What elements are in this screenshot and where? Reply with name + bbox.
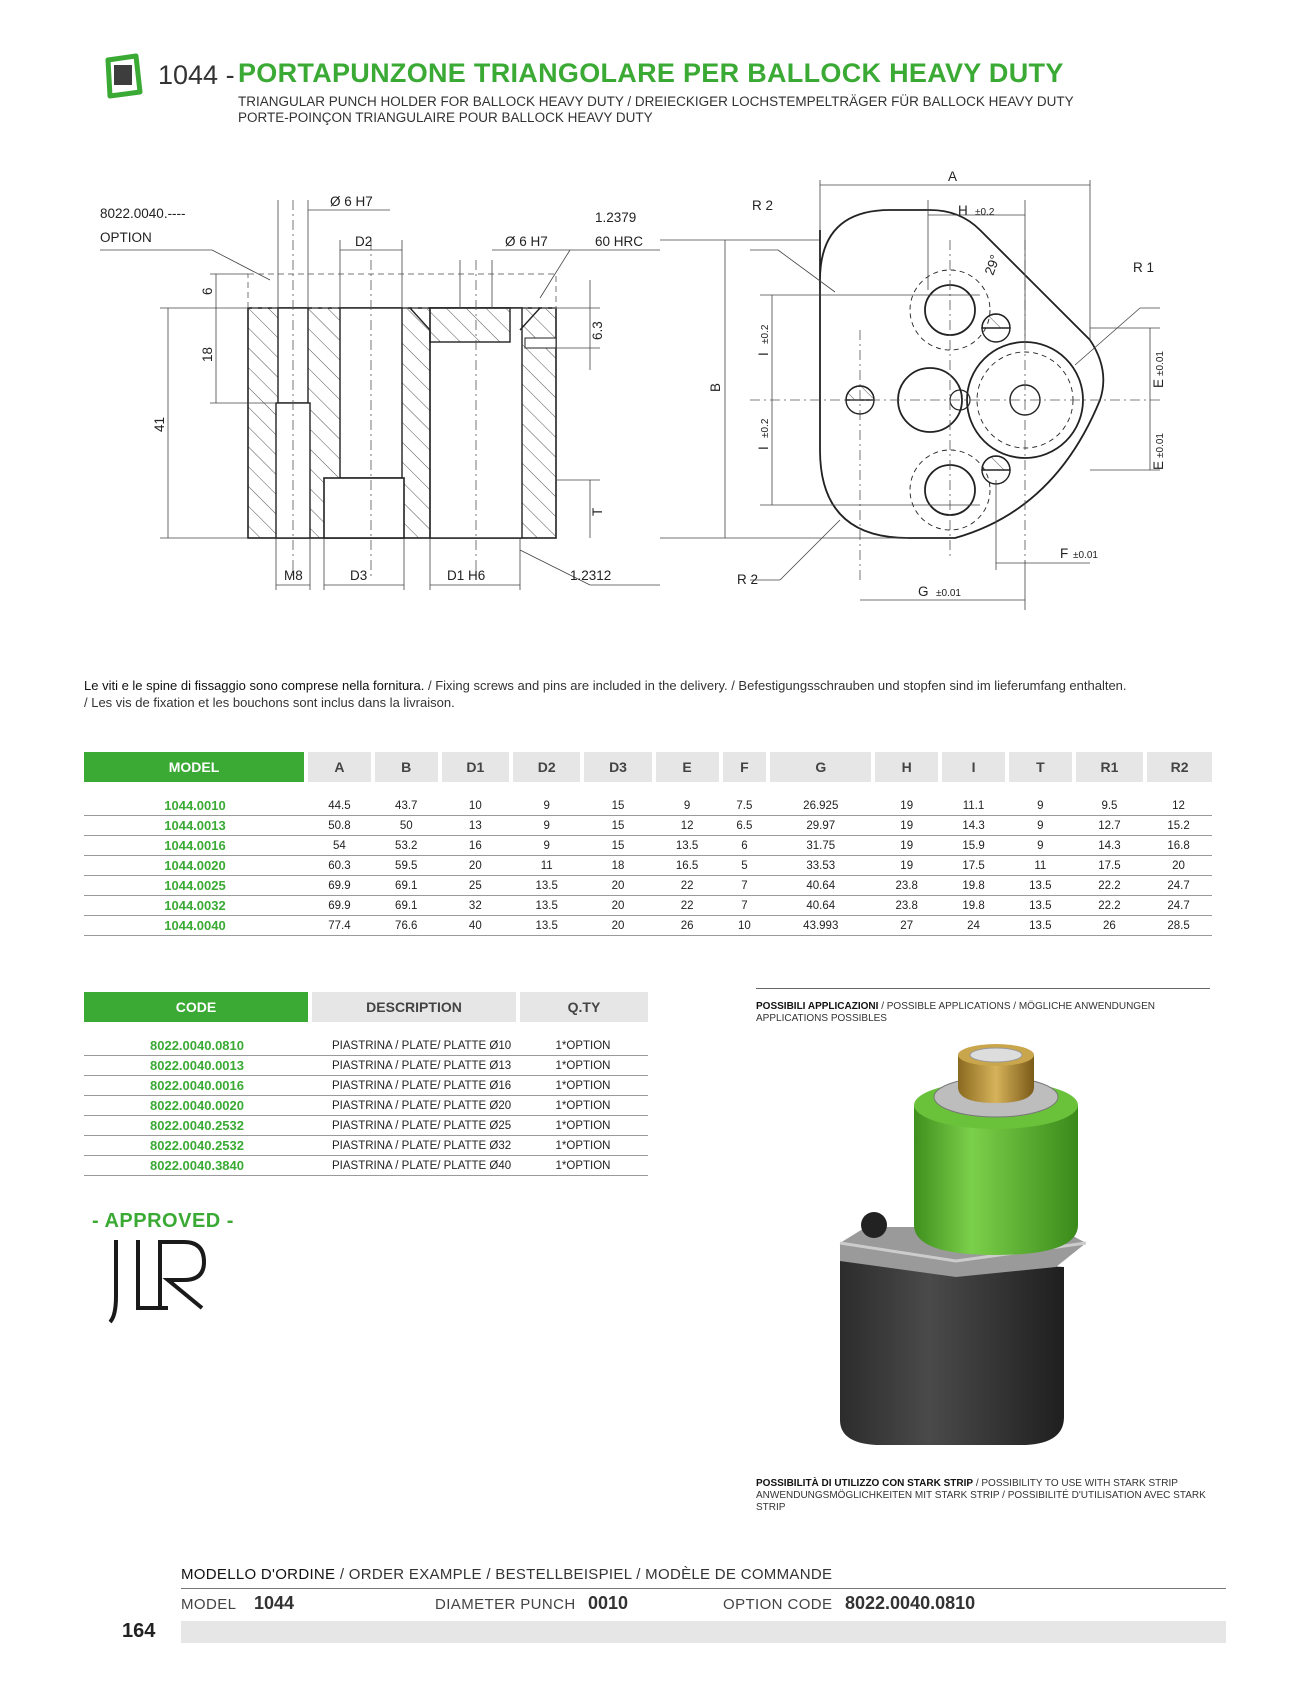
option-code-cell: 8022.0040.2532 bbox=[84, 1116, 310, 1136]
d3-label: D3 bbox=[350, 568, 368, 583]
dim-6-label: 6 bbox=[200, 287, 215, 295]
dim-63-label: 6.3 bbox=[590, 321, 605, 340]
dim-e-top-tol: ±0.01 bbox=[1155, 351, 1166, 376]
header-r2: R2 bbox=[1145, 752, 1212, 782]
hardness-label: 60 HRC bbox=[595, 234, 644, 249]
model-table-header bbox=[84, 752, 1212, 782]
order-divider bbox=[181, 1588, 1226, 1589]
dimension-cell: 15 bbox=[582, 816, 653, 836]
dimension-cell: 54 bbox=[306, 836, 373, 856]
dim-e-bottom-tol: ±0.01 bbox=[1155, 433, 1166, 458]
dimension-cell: 16 bbox=[440, 836, 511, 856]
r2-top-label: R 2 bbox=[752, 198, 774, 213]
dimension-cell: 23.8 bbox=[873, 876, 940, 896]
description-cell: PIASTRINA / PLATE/ PLATTE Ø10 bbox=[310, 1022, 518, 1056]
approved-label: - APPROVED - bbox=[92, 1210, 234, 1232]
material-top-label: 1.2379 bbox=[595, 210, 637, 225]
quantity-cell: 1*OPTION bbox=[518, 1056, 648, 1076]
table-row bbox=[84, 876, 1212, 896]
dimension-cell: 6.5 bbox=[721, 816, 769, 836]
dimension-cell: 40.64 bbox=[768, 896, 873, 916]
dimension-cell: 24 bbox=[940, 916, 1007, 936]
dimension-cell: 22 bbox=[654, 876, 721, 896]
dimension-cell: 26 bbox=[1074, 916, 1145, 936]
applications-heading bbox=[756, 1001, 1206, 1025]
section-view bbox=[100, 200, 660, 590]
header-qty: Q.TY bbox=[518, 992, 648, 1022]
dimension-cell: 50.8 bbox=[306, 816, 373, 836]
dimension-cell: 9 bbox=[1007, 816, 1074, 836]
dimension-cell: 13.5 bbox=[1007, 876, 1074, 896]
table-row bbox=[84, 816, 1212, 836]
header-d3: D3 bbox=[582, 752, 653, 782]
dimension-cell: 69.1 bbox=[373, 876, 440, 896]
model-code-cell: 1044.0013 bbox=[84, 816, 306, 836]
dim-e-bottom-label: E bbox=[1151, 460, 1166, 470]
option-code-cell: 8022.0040.3840 bbox=[84, 1156, 310, 1176]
table-row bbox=[84, 856, 1212, 876]
header-code: CODE bbox=[84, 992, 310, 1022]
dimension-cell: 9 bbox=[511, 816, 582, 836]
dimension-cell: 32 bbox=[440, 896, 511, 916]
dim-g-label: G bbox=[918, 584, 929, 599]
plan-view bbox=[660, 180, 1160, 610]
order-title-translations: / ORDER EXAMPLE / BESTELLBEISPIEL / MODÈLE DE COMMANDE bbox=[335, 1566, 833, 1583]
dimension-cell: 18 bbox=[582, 856, 653, 876]
dimension-cell: 7 bbox=[721, 896, 769, 916]
dimension-cell: 13.5 bbox=[1007, 916, 1074, 936]
description-cell: PIASTRINA / PLATE/ PLATTE Ø20 bbox=[310, 1096, 518, 1116]
applications-divider bbox=[756, 988, 1210, 989]
order-example-title bbox=[181, 1566, 832, 1583]
dimension-cell: 44.5 bbox=[306, 782, 373, 816]
dimension-cell: 12 bbox=[1145, 782, 1212, 816]
dim-a-label: A bbox=[948, 169, 958, 184]
dimension-cell: 25 bbox=[440, 876, 511, 896]
order-punch-value: 0010 bbox=[588, 1593, 629, 1613]
dim-b-label: B bbox=[708, 382, 723, 392]
dimension-cell: 5 bbox=[721, 856, 769, 876]
r1-label: R 1 bbox=[1133, 260, 1155, 275]
dimension-cell: 20 bbox=[582, 876, 653, 896]
header-a: A bbox=[306, 752, 373, 782]
order-punch-label: DIAMETER PUNCH bbox=[435, 1596, 576, 1613]
dimension-cell: 43.993 bbox=[768, 916, 873, 936]
dimension-cell: 76.6 bbox=[373, 916, 440, 936]
dimension-cell: 9 bbox=[511, 782, 582, 816]
dim-i-bottom-tol: ±0.2 bbox=[760, 418, 771, 438]
dimension-cell: 17.5 bbox=[1074, 856, 1145, 876]
d6h7-top-label: Ø 6 H7 bbox=[330, 194, 373, 209]
table-row bbox=[84, 1116, 648, 1136]
dim-i-top-tol: ±0.2 bbox=[760, 324, 771, 344]
model-table bbox=[84, 752, 1212, 936]
header-g: G bbox=[768, 752, 873, 782]
stark-strip-italian: POSSIBILITÀ DI UTILIZZO CON STARK STRIP bbox=[756, 1478, 974, 1489]
option-code-cell: 8022.0040.0016 bbox=[84, 1076, 310, 1096]
dimension-cell: 6 bbox=[721, 836, 769, 856]
option-label: OPTION bbox=[100, 230, 152, 245]
dimension-cell: 15 bbox=[582, 782, 653, 816]
d1h6-label: D1 H6 bbox=[447, 568, 486, 583]
dimension-cell: 9 bbox=[511, 836, 582, 856]
dimension-cell: 15.2 bbox=[1145, 816, 1212, 836]
dimension-cell: 9 bbox=[1007, 836, 1074, 856]
dim-f-label: F bbox=[1060, 546, 1069, 561]
dimension-cell: 20 bbox=[582, 916, 653, 936]
dimension-cell: 13.5 bbox=[511, 876, 582, 896]
dimension-cell: 10 bbox=[440, 782, 511, 816]
dimension-cell: 13.5 bbox=[511, 916, 582, 936]
model-code-cell: 1044.0016 bbox=[84, 836, 306, 856]
dimension-cell: 7.5 bbox=[721, 782, 769, 816]
dimension-cell: 22 bbox=[654, 896, 721, 916]
model-code-cell: 1044.0020 bbox=[84, 856, 306, 876]
option-code-cell: 8022.0040.0013 bbox=[84, 1056, 310, 1076]
dimension-cell: 24.7 bbox=[1145, 896, 1212, 916]
delivery-note bbox=[84, 677, 1214, 711]
product-number: 1044 - bbox=[158, 60, 235, 90]
dim-18-label: 18 bbox=[200, 346, 215, 362]
header-e: E bbox=[654, 752, 721, 782]
option-code-label: 8022.0040.---- bbox=[100, 206, 186, 221]
dimension-cell: 77.4 bbox=[306, 916, 373, 936]
dim-h-label: H bbox=[958, 203, 968, 218]
dimension-cell: 19 bbox=[873, 836, 940, 856]
dimension-cell: 13.5 bbox=[654, 836, 721, 856]
description-cell: PIASTRINA / PLATE/ PLATTE Ø40 bbox=[310, 1156, 518, 1176]
m8-label: M8 bbox=[284, 568, 303, 583]
applications-heading-italian: POSSIBILI APPLICAZIONI bbox=[756, 1001, 879, 1012]
quantity-cell: 1*OPTION bbox=[518, 1096, 648, 1116]
dimension-cell: 13.5 bbox=[1007, 896, 1074, 916]
stark-strip-caption bbox=[756, 1478, 1206, 1514]
dimension-cell: 11 bbox=[511, 856, 582, 876]
dimension-cell: 22.2 bbox=[1074, 876, 1145, 896]
header-d2: D2 bbox=[511, 752, 582, 782]
dimension-cell: 53.2 bbox=[373, 836, 440, 856]
table-row bbox=[84, 1022, 648, 1056]
dimension-cell: 19.8 bbox=[940, 896, 1007, 916]
order-option-value: 8022.0040.0810 bbox=[845, 1593, 976, 1613]
dim-41-label: 41 bbox=[152, 416, 167, 432]
model-code-cell: 1044.0010 bbox=[84, 782, 306, 816]
applications-heading-translations: / POSSIBLE APPLICATIONS / MÖGLICHE ANWENDUNGEN bbox=[878, 1001, 1155, 1012]
quantity-cell: 1*OPTION bbox=[518, 1156, 648, 1176]
dimension-cell: 26.925 bbox=[768, 782, 873, 816]
dimension-cell: 50 bbox=[373, 816, 440, 836]
table-row bbox=[84, 1096, 648, 1116]
dimension-cell: 15 bbox=[582, 836, 653, 856]
dimension-cell: 12.7 bbox=[1074, 816, 1145, 836]
dimension-cell: 69.9 bbox=[306, 876, 373, 896]
dimension-cell: 20 bbox=[440, 856, 511, 876]
dimension-cell: 60.3 bbox=[306, 856, 373, 876]
header-t: T bbox=[1007, 752, 1074, 782]
dimension-cell: 19 bbox=[873, 816, 940, 836]
d2-label: D2 bbox=[355, 234, 373, 249]
angle-label: 29° bbox=[981, 252, 1003, 278]
dimension-cell: 16.8 bbox=[1145, 836, 1212, 856]
dim-e-top-label: E bbox=[1151, 378, 1166, 388]
dimension-cell: 9 bbox=[1007, 782, 1074, 816]
dimension-cell: 19 bbox=[873, 856, 940, 876]
dim-i-top-label: I bbox=[756, 352, 771, 356]
dimension-cell: 7 bbox=[721, 876, 769, 896]
table-row bbox=[84, 896, 1212, 916]
option-code-table bbox=[84, 992, 648, 1176]
subtitle-line-1: TRIANGULAR PUNCH HOLDER FOR BALLOCK HEAVY DUTY / DREIECKIGER LOCHSTEMPELTRÄGER FÜR BALLOCK HEAVY DUTY bbox=[238, 94, 1074, 109]
stark-strip-translations: ANWENDUNGSMÖGLICHKEITEN MIT STARK STRIP / POSSIBILITÉ D'UTILISATION AVEC STARK STRIP bbox=[756, 1490, 1206, 1513]
page-subtitle bbox=[238, 94, 1074, 126]
option-code-cell: 8022.0040.0020 bbox=[84, 1096, 310, 1116]
r2-bottom-label: R 2 bbox=[737, 572, 759, 587]
header-model: MODEL bbox=[84, 752, 306, 782]
table-row bbox=[84, 782, 1212, 816]
footer-bar bbox=[181, 1621, 1226, 1643]
dimension-cell: 13 bbox=[440, 816, 511, 836]
table-row bbox=[84, 1156, 648, 1176]
material-bottom-label: 1.2312 bbox=[570, 568, 612, 583]
applications-heading-french: APPLICATIONS POSSIBLES bbox=[756, 1013, 887, 1024]
product-photo bbox=[756, 1045, 1096, 1470]
d6h7-right-label: Ø 6 H7 bbox=[505, 234, 548, 249]
dimension-cell: 9 bbox=[654, 782, 721, 816]
dimension-cell: 33.53 bbox=[768, 856, 873, 876]
model-code-cell: 1044.0032 bbox=[84, 896, 306, 916]
dimension-cell: 23.8 bbox=[873, 896, 940, 916]
dimension-cell: 20 bbox=[582, 896, 653, 916]
dimension-cell: 40 bbox=[440, 916, 511, 936]
dimension-cell: 31.75 bbox=[768, 836, 873, 856]
table-row bbox=[84, 836, 1212, 856]
table-row bbox=[84, 1076, 648, 1096]
technical-drawing bbox=[100, 169, 1210, 635]
quantity-cell: 1*OPTION bbox=[518, 1116, 648, 1136]
note-french: / Les vis de fixation et les bouchons sont inclus dans la livraison. bbox=[84, 695, 455, 710]
dimension-cell: 69.9 bbox=[306, 896, 373, 916]
table-row bbox=[84, 916, 1212, 936]
header-description: DESCRIPTION bbox=[310, 992, 518, 1022]
dimension-cell: 13.5 bbox=[511, 896, 582, 916]
model-code-cell: 1044.0040 bbox=[84, 916, 306, 936]
stark-strip-english: / POSSIBILITY TO USE WITH STARK STRIP bbox=[973, 1478, 1178, 1489]
header-h: H bbox=[873, 752, 940, 782]
dimension-cell: 15.9 bbox=[940, 836, 1007, 856]
header-f: F bbox=[721, 752, 769, 782]
header-b: B bbox=[373, 752, 440, 782]
table-row bbox=[84, 1056, 648, 1076]
description-cell: PIASTRINA / PLATE/ PLATTE Ø32 bbox=[310, 1136, 518, 1156]
dimension-cell: 27 bbox=[873, 916, 940, 936]
header-r1: R1 bbox=[1074, 752, 1145, 782]
description-cell: PIASTRINA / PLATE/ PLATTE Ø16 bbox=[310, 1076, 518, 1096]
dimension-cell: 19.8 bbox=[940, 876, 1007, 896]
dim-f-tol: ±0.01 bbox=[1073, 550, 1098, 561]
description-cell: PIASTRINA / PLATE/ PLATTE Ø13 bbox=[310, 1056, 518, 1076]
dimension-cell: 14.3 bbox=[940, 816, 1007, 836]
option-code-cell: 8022.0040.0810 bbox=[84, 1022, 310, 1056]
brand-logo-icon bbox=[100, 54, 144, 98]
header-i: I bbox=[940, 752, 1007, 782]
dimension-cell: 19 bbox=[873, 782, 940, 816]
dim-i-bottom-label: I bbox=[756, 446, 771, 450]
quantity-cell: 1*OPTION bbox=[518, 1136, 648, 1156]
dimension-cell: 24.7 bbox=[1145, 876, 1212, 896]
dimension-cell: 59.5 bbox=[373, 856, 440, 876]
order-option-label: OPTION CODE bbox=[723, 1596, 833, 1613]
dim-t-label: T bbox=[590, 507, 605, 516]
dimension-cell: 14.3 bbox=[1074, 836, 1145, 856]
model-code-cell: 1044.0025 bbox=[84, 876, 306, 896]
dimension-cell: 17.5 bbox=[940, 856, 1007, 876]
header-d1: D1 bbox=[440, 752, 511, 782]
dimension-cell: 11.1 bbox=[940, 782, 1007, 816]
dimension-cell: 9.5 bbox=[1074, 782, 1145, 816]
table-row bbox=[84, 1136, 648, 1156]
option-code-cell: 8022.0040.2532 bbox=[84, 1136, 310, 1156]
order-model-value: 1044 bbox=[254, 1593, 295, 1613]
dimension-cell: 22.2 bbox=[1074, 896, 1145, 916]
dim-g-tol: ±0.01 bbox=[936, 588, 961, 599]
dimension-cell: 10 bbox=[721, 916, 769, 936]
dimension-cell: 12 bbox=[654, 816, 721, 836]
dimension-cell: 29.97 bbox=[768, 816, 873, 836]
dimension-cell: 20 bbox=[1145, 856, 1212, 876]
jlr-logo bbox=[108, 1238, 212, 1329]
dimension-cell: 40.64 bbox=[768, 876, 873, 896]
code-table-header bbox=[84, 992, 648, 1022]
quantity-cell: 1*OPTION bbox=[518, 1076, 648, 1096]
dimension-cell: 28.5 bbox=[1145, 916, 1212, 936]
dim-h-tol: ±0.2 bbox=[975, 207, 995, 218]
dimension-cell: 11 bbox=[1007, 856, 1074, 876]
description-cell: PIASTRINA / PLATE/ PLATTE Ø25 bbox=[310, 1116, 518, 1136]
note-translations: / Fixing screws and pins are included in the delivery. / Befestigungsschrauben und stopfen sind im lieferumfang enthalten. bbox=[424, 678, 1127, 693]
order-title-italian: MODELLO D'ORDINE bbox=[181, 1566, 336, 1583]
dimension-cell: 26 bbox=[654, 916, 721, 936]
dimension-cell: 69.1 bbox=[373, 896, 440, 916]
page-title: PORTAPUNZONE TRIANGOLARE PER BALLOCK HEAVY DUTY bbox=[238, 58, 1064, 88]
quantity-cell: 1*OPTION bbox=[518, 1022, 648, 1056]
note-italian: Le viti e le spine di fissaggio sono comprese nella fornitura. bbox=[84, 678, 425, 693]
dimension-cell: 43.7 bbox=[373, 782, 440, 816]
dimension-cell: 16.5 bbox=[654, 856, 721, 876]
page-number: 164 bbox=[122, 1620, 156, 1642]
subtitle-line-2: PORTE-POINÇON TRIANGULAIRE POUR BALLOCK HEAVY DUTY bbox=[238, 110, 653, 125]
order-model-label: MODEL bbox=[181, 1596, 237, 1613]
